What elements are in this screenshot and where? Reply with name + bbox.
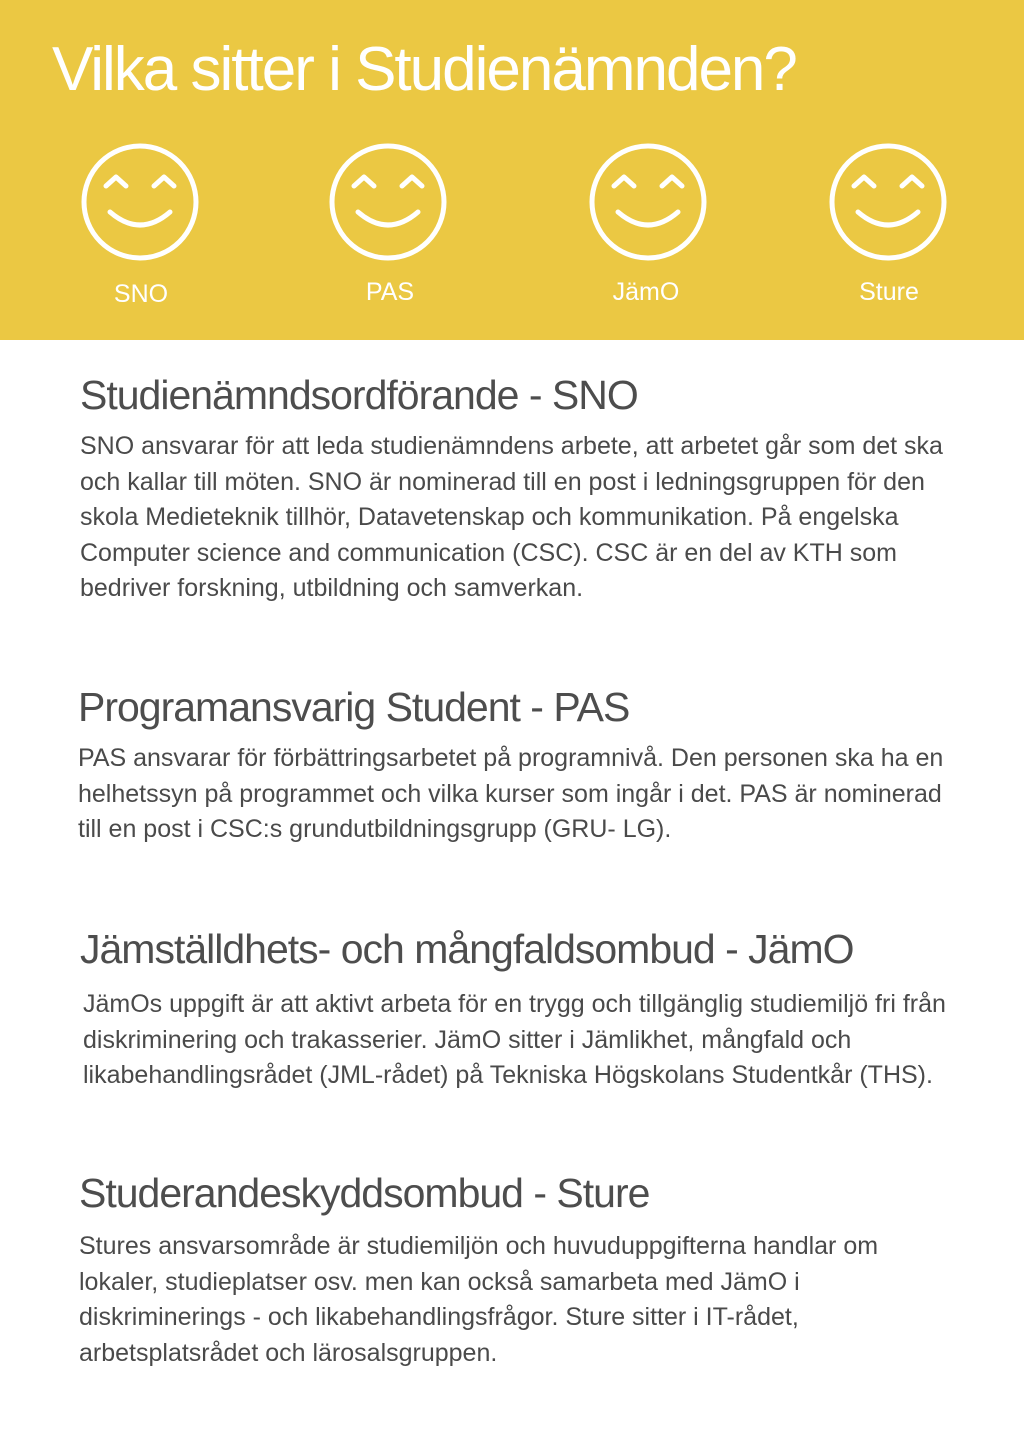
role-label-sno: SNO (113, 280, 169, 308)
role-label-sture: Sture (859, 278, 919, 306)
role-label-pas: PAS (365, 278, 415, 306)
smiley-face-icon (588, 142, 708, 262)
section-heading: Programansvarig Student - PAS (78, 684, 630, 730)
section-heading: Jämställdhets- och mångfaldsombud - JämO (80, 926, 854, 972)
section-body: Stures ansvarsområde är studiemiljön och huvuduppgifterna handlar om lokaler, studieplatser osv. men kan också samarbeta med JämO i diskriminerings - och likabehandlingsfrågor. Sture sitter i IT-rådet, arbetsplatsrådet och lärosalsgruppen. (79, 1232, 879, 1367)
section-heading: Studerandeskyddsombud - Sture (79, 1170, 650, 1216)
smiley-face-icon (828, 142, 948, 262)
header-banner (0, 0, 1024, 340)
role-label-jamo: JämO (612, 278, 680, 306)
page-title: Vilka sitter i Studienämnden? (52, 35, 796, 104)
section-pas (78, 684, 958, 848)
section-body: PAS ansvarar för förbättringsarbetet på programnivå. Den personen ska ha en helhetssyn på programmet och vilka kurser som ingår i det. PAS är nominerad till en post i CSC:s grundutbildningsgrupp (GRU- LG). (78, 744, 944, 844)
section-body: JämOs uppgift är att aktivt arbeta för en trygg och tillgänglig studiemiljö fri från diskriminering och trakasserier. JämO sitter i Jämlikhet, mångfald och likabehandlingsrådet (JML-rådet) på Tekniska Högskolans Studentkår (THS). (83, 990, 946, 1090)
section-jamo (80, 926, 960, 1094)
smiley-face-icon (80, 142, 200, 262)
smiley-face-icon (328, 142, 448, 262)
section-body: SNO ansvarar för att leda studienämndens arbete, att arbetet går som det ska och kallar till möten. SNO är nominerad till en post i ledningsgruppen för den skola Medieteknik tillhör, Datavetenskap och kommunikation. På engelska Computer science and communication (CSC). CSC är en del av KTH som bedriver forskning, utbildning och samverkan. (80, 432, 943, 603)
section-heading: Studienämndsordförande - SNO (80, 372, 638, 418)
section-sno (80, 372, 960, 607)
section-sture (79, 1170, 959, 1371)
